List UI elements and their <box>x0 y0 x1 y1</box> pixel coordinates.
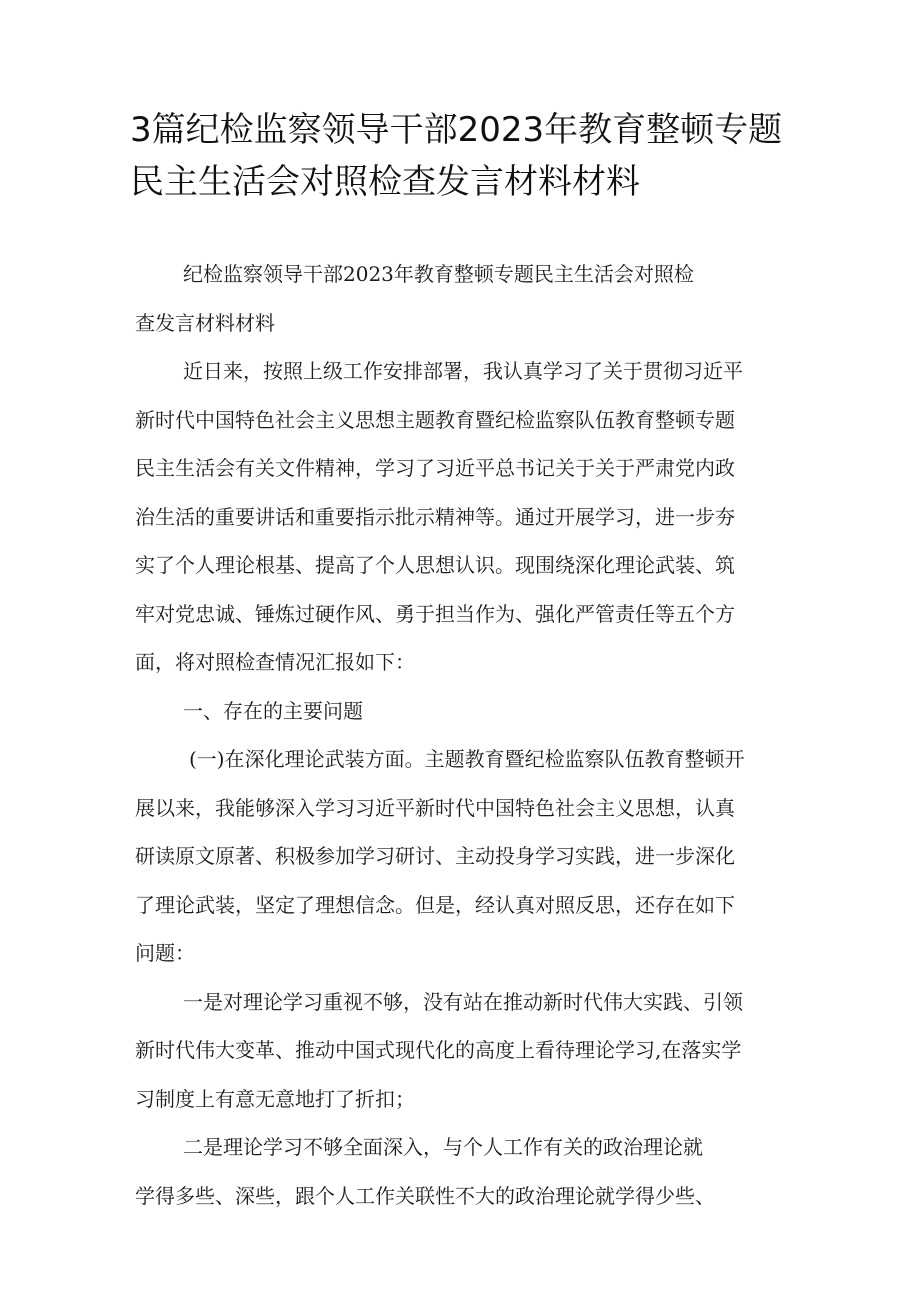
paragraph-subtitle <box>135 250 795 347</box>
paragraph-point-two <box>135 1123 795 1220</box>
title-line: 民主生活会对照检查发言材料材料 <box>130 162 640 202</box>
text-line: 习制度上有意无意地打了折扣； <box>135 1086 415 1111</box>
document-title <box>130 104 810 208</box>
text-line: 新时代中国特色社会主义思想主题教育暨纪检监察队伍教育整顿专题 <box>135 407 735 432</box>
text-line: 民主生活会有关文件精神，学习了习近平总书记关于关于严肃党内政 <box>135 456 735 480</box>
text-line: 二是理论学习不够全面深入，与个人工作有关的政治理论就 <box>183 1135 703 1159</box>
text-line: 一、存在的主要问题 <box>183 698 363 723</box>
text-line: 学得多些、深些，跟个人工作关联性不大的政治理论就学得少些、 <box>135 1183 715 1208</box>
text-line: (一)在深化理论武装方面。主题教育暨纪检监察队伍教育整顿开 <box>189 747 745 771</box>
paragraph-point-one <box>135 978 795 1124</box>
text-line: 研读原文原著、积极参加学习研讨、主动投身学习实践，进一步深化 <box>135 844 735 868</box>
text-line: 面，将对照检查情况汇报如下： <box>135 650 415 674</box>
paragraph-theory <box>135 735 795 978</box>
text-line: 新时代伟大变革、推动中国式现代化的高度上看待理论学习,在落实学 <box>135 1038 742 1062</box>
text-line: 查发言材料材料 <box>135 310 275 335</box>
text-line: 了理论武装，坚定了理想信念。但是，经认真对照反思，还存在如下 <box>135 892 735 917</box>
text-line: 近日来，按照上级工作安排部署，我认真学习了关于贯彻习近平 <box>183 359 743 383</box>
paragraph-intro <box>135 347 795 687</box>
text-line: 展以来，我能够深入学习习近平新时代中国特色社会主义思想，认真 <box>135 795 735 820</box>
text-line: 治生活的重要讲话和重要指示批示精神等。通过开展学习，进一步夯 <box>135 504 735 529</box>
text-line: 牢对党忠诚、锤炼过硬作风、勇于担当作为、强化严管责任等五个方 <box>135 601 735 626</box>
text-line: 一是对理论学习重视不够，没有站在推动新时代伟大实践、引领 <box>183 989 743 1014</box>
text-line: 纪检监察领导干部2023年教育整顿专题民主生活会对照检 <box>183 262 694 286</box>
section-heading <box>135 687 795 736</box>
document-body <box>135 250 795 1220</box>
text-line: 问题： <box>135 941 195 965</box>
title-line: 3篇纪检监察领导干部2023年教育整顿专题 <box>130 110 783 150</box>
text-line: 实了个人理论根基、提高了个人思想认识。现围绕深化理论武装、筑 <box>135 553 735 577</box>
